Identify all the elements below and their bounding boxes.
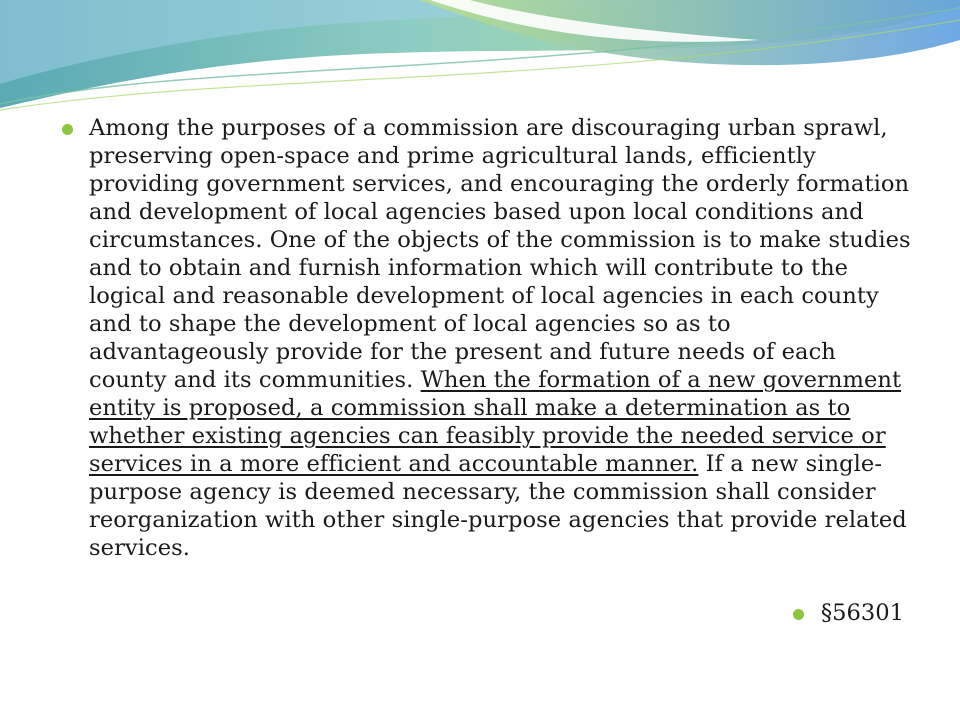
bullet-item bbox=[62, 114, 912, 562]
bullet-icon bbox=[62, 124, 73, 135]
paragraph-text-tail: If a new single-purpose agency is deemed necessary, the commission shall consider reorganization with other single-purpose agencies that provide related services. bbox=[89, 451, 907, 561]
decorative-wave-header bbox=[0, 0, 960, 120]
paragraph-text-lead: Among the purposes of a commission are discouraging urban sprawl, preserving open-space and prime agricultural lands, efficiently providing government services, and encouraging the orderly formation and development of local agencies based upon local conditions and circumstances. One of the objects of the commission is to make studies and to obtain and furnish information which will contribute to the logical and reasonable development of local agencies in each county and to shape the development of local agencies so as to advantageously provide for the present and future needs of each county and its communities. bbox=[89, 115, 911, 393]
citation-bullet-item bbox=[793, 599, 904, 627]
body-paragraph bbox=[89, 114, 912, 562]
citation-text: §56301 bbox=[820, 600, 904, 626]
main-content bbox=[62, 114, 912, 562]
paragraph-text-underlined: When the formation of a new government entity is proposed, a commission shall make a determination as to whether existing agencies can feasibly provide the needed service or services in a more efficient and accountable manner. bbox=[89, 367, 902, 477]
bullet-icon bbox=[793, 609, 804, 620]
